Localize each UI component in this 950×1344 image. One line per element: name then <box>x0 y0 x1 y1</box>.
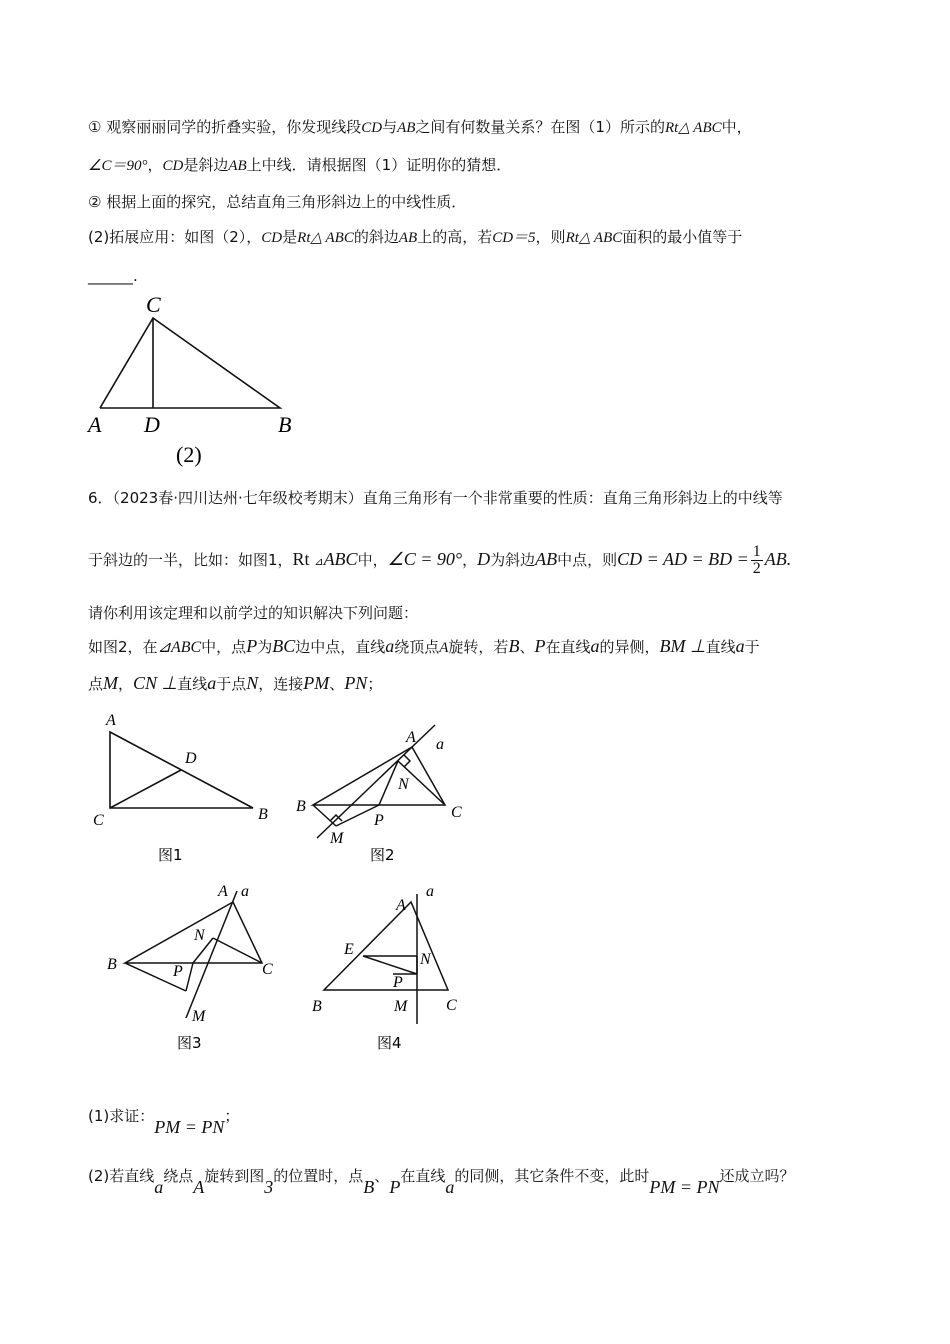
fraction-one-half: $\frac{1}{2}$ <box>752 543 761 577</box>
label-a: A <box>88 412 102 437</box>
triangle-abc <box>100 318 280 408</box>
svg-text:M: M <box>394 998 408 1015</box>
caption-fig4: 图4 <box>377 1034 402 1052</box>
segment-pm <box>336 805 379 826</box>
segment-em <box>363 956 417 974</box>
q6-line3: 请你利用该定理和以前学过的知识解决下列问题： <box>88 604 419 622</box>
svg-text:M: M <box>192 1008 206 1025</box>
svg-text:B: B <box>296 798 306 815</box>
svg-text:P: P <box>393 974 403 991</box>
line-a-fig3 <box>186 891 237 1018</box>
math-cd-5: CD＝5 <box>492 230 536 246</box>
figure-caption: (2) <box>176 442 202 467</box>
svg-text:D: D <box>185 750 197 767</box>
figure-1 <box>88 705 288 865</box>
q5-item1-line1: ① 观察丽丽同学的折叠实验，你发现线段CD与AB之间有何数量关系？在图（1）所示的Rt△ ABC中， <box>88 118 752 136</box>
svg-text:a: a <box>426 883 434 900</box>
svg-text:C: C <box>451 804 462 821</box>
segment-pm-fig3 <box>186 963 193 991</box>
label-c: C <box>146 292 161 317</box>
svg-text:A: A <box>406 729 416 746</box>
caption-fig1: 图1 <box>158 846 183 864</box>
triangle-abc-fig2 <box>313 747 445 805</box>
math-cd: CD <box>361 120 383 136</box>
label-b: B <box>278 412 292 437</box>
math-equality: CD = AD = BD = <box>617 549 749 569</box>
svg-text:A: A <box>106 712 116 729</box>
triangle-abc-fig4 <box>324 902 448 990</box>
answer-blank: ______. <box>88 267 138 285</box>
q6-line5: 点M，CN ⊥直线a于点N，连接PM、PN； <box>88 673 383 693</box>
caption-fig2: 图2 <box>370 846 395 864</box>
svg-text:a: a <box>241 883 249 900</box>
svg-text:N: N <box>194 927 205 944</box>
math-angle-c: ∠C＝90° <box>88 158 148 174</box>
svg-text:A: A <box>218 883 228 900</box>
svg-text:N: N <box>398 776 409 793</box>
figure-3 <box>100 878 300 1058</box>
segment-cn-fig3 <box>213 938 262 963</box>
figure-2 <box>290 705 480 865</box>
svg-text:C: C <box>446 997 457 1014</box>
svg-text:N: N <box>420 951 431 968</box>
q5-item1-line2: ∠C＝90°，CD是斜边AB上中线．请根据图（1）证明你的猜想． <box>88 156 512 174</box>
math-ab: AB <box>397 120 416 136</box>
q6-sub2: (2)若直线a绕点A旋转到图3的位置时，点B、P在直线a的同侧，其它条件不变，此时PM = PN还成立吗？ <box>88 1167 795 1197</box>
math-angle-c-90: ∠C = 90° <box>387 549 463 569</box>
math-pm-pn: PM = PN <box>154 1117 225 1137</box>
label-d: D <box>144 412 160 437</box>
math-pm-pn-2: PM = PN <box>649 1177 720 1197</box>
median-cd <box>110 770 181 808</box>
svg-text:P: P <box>374 812 384 829</box>
caption-fig3: 图3 <box>177 1034 202 1052</box>
svg-text:P: P <box>173 963 183 980</box>
svg-text:B: B <box>312 998 322 1015</box>
svg-text:C: C <box>93 812 104 829</box>
segment-bm <box>313 805 336 826</box>
figure-2-triangle <box>80 290 320 470</box>
svg-text:E: E <box>344 941 354 958</box>
svg-text:M: M <box>330 830 344 847</box>
svg-text:A: A <box>396 897 406 914</box>
right-angle-mark-n <box>404 755 410 767</box>
figure-4 <box>300 878 490 1058</box>
q6-line2: 于斜边的一半，比如：如图1，Rt ⊿ABC中，∠C = 90°，D为斜边AB中点，则CD = AD = BD = $\frac{1}{2}$ AB. <box>88 543 792 577</box>
segment-pn <box>379 761 398 805</box>
svg-text:B: B <box>107 956 117 973</box>
q6-header: 6．（2023春·四川达州·七年级校考期末）直角三角形有一个非常重要的性质：直角三角形斜边上的中线等 <box>88 489 783 507</box>
svg-text:C: C <box>262 961 273 978</box>
q6-sub1: (1)求证：PM = PN； <box>88 1107 240 1137</box>
q6-line4: 如图2，在⊿ABC中，点P为BC边中点，直线a绕顶点A旋转，若B、P在直线a的异侧，BM ⊥直线a于 <box>88 636 760 656</box>
svg-text:B: B <box>258 806 268 823</box>
q5-item2: ② 根据上面的探究，总结直角三角形斜边上的中线性质． <box>88 193 467 211</box>
q5-part2: (2)拓展应用：如图（2），CD是Rt△ ABC的斜边AB上的高，若CD＝5，则Rt△ ABC面积的最小值等于 <box>88 228 743 246</box>
math-rt-abc: Rt△ ABC <box>664 120 722 136</box>
svg-text:a: a <box>436 736 444 753</box>
